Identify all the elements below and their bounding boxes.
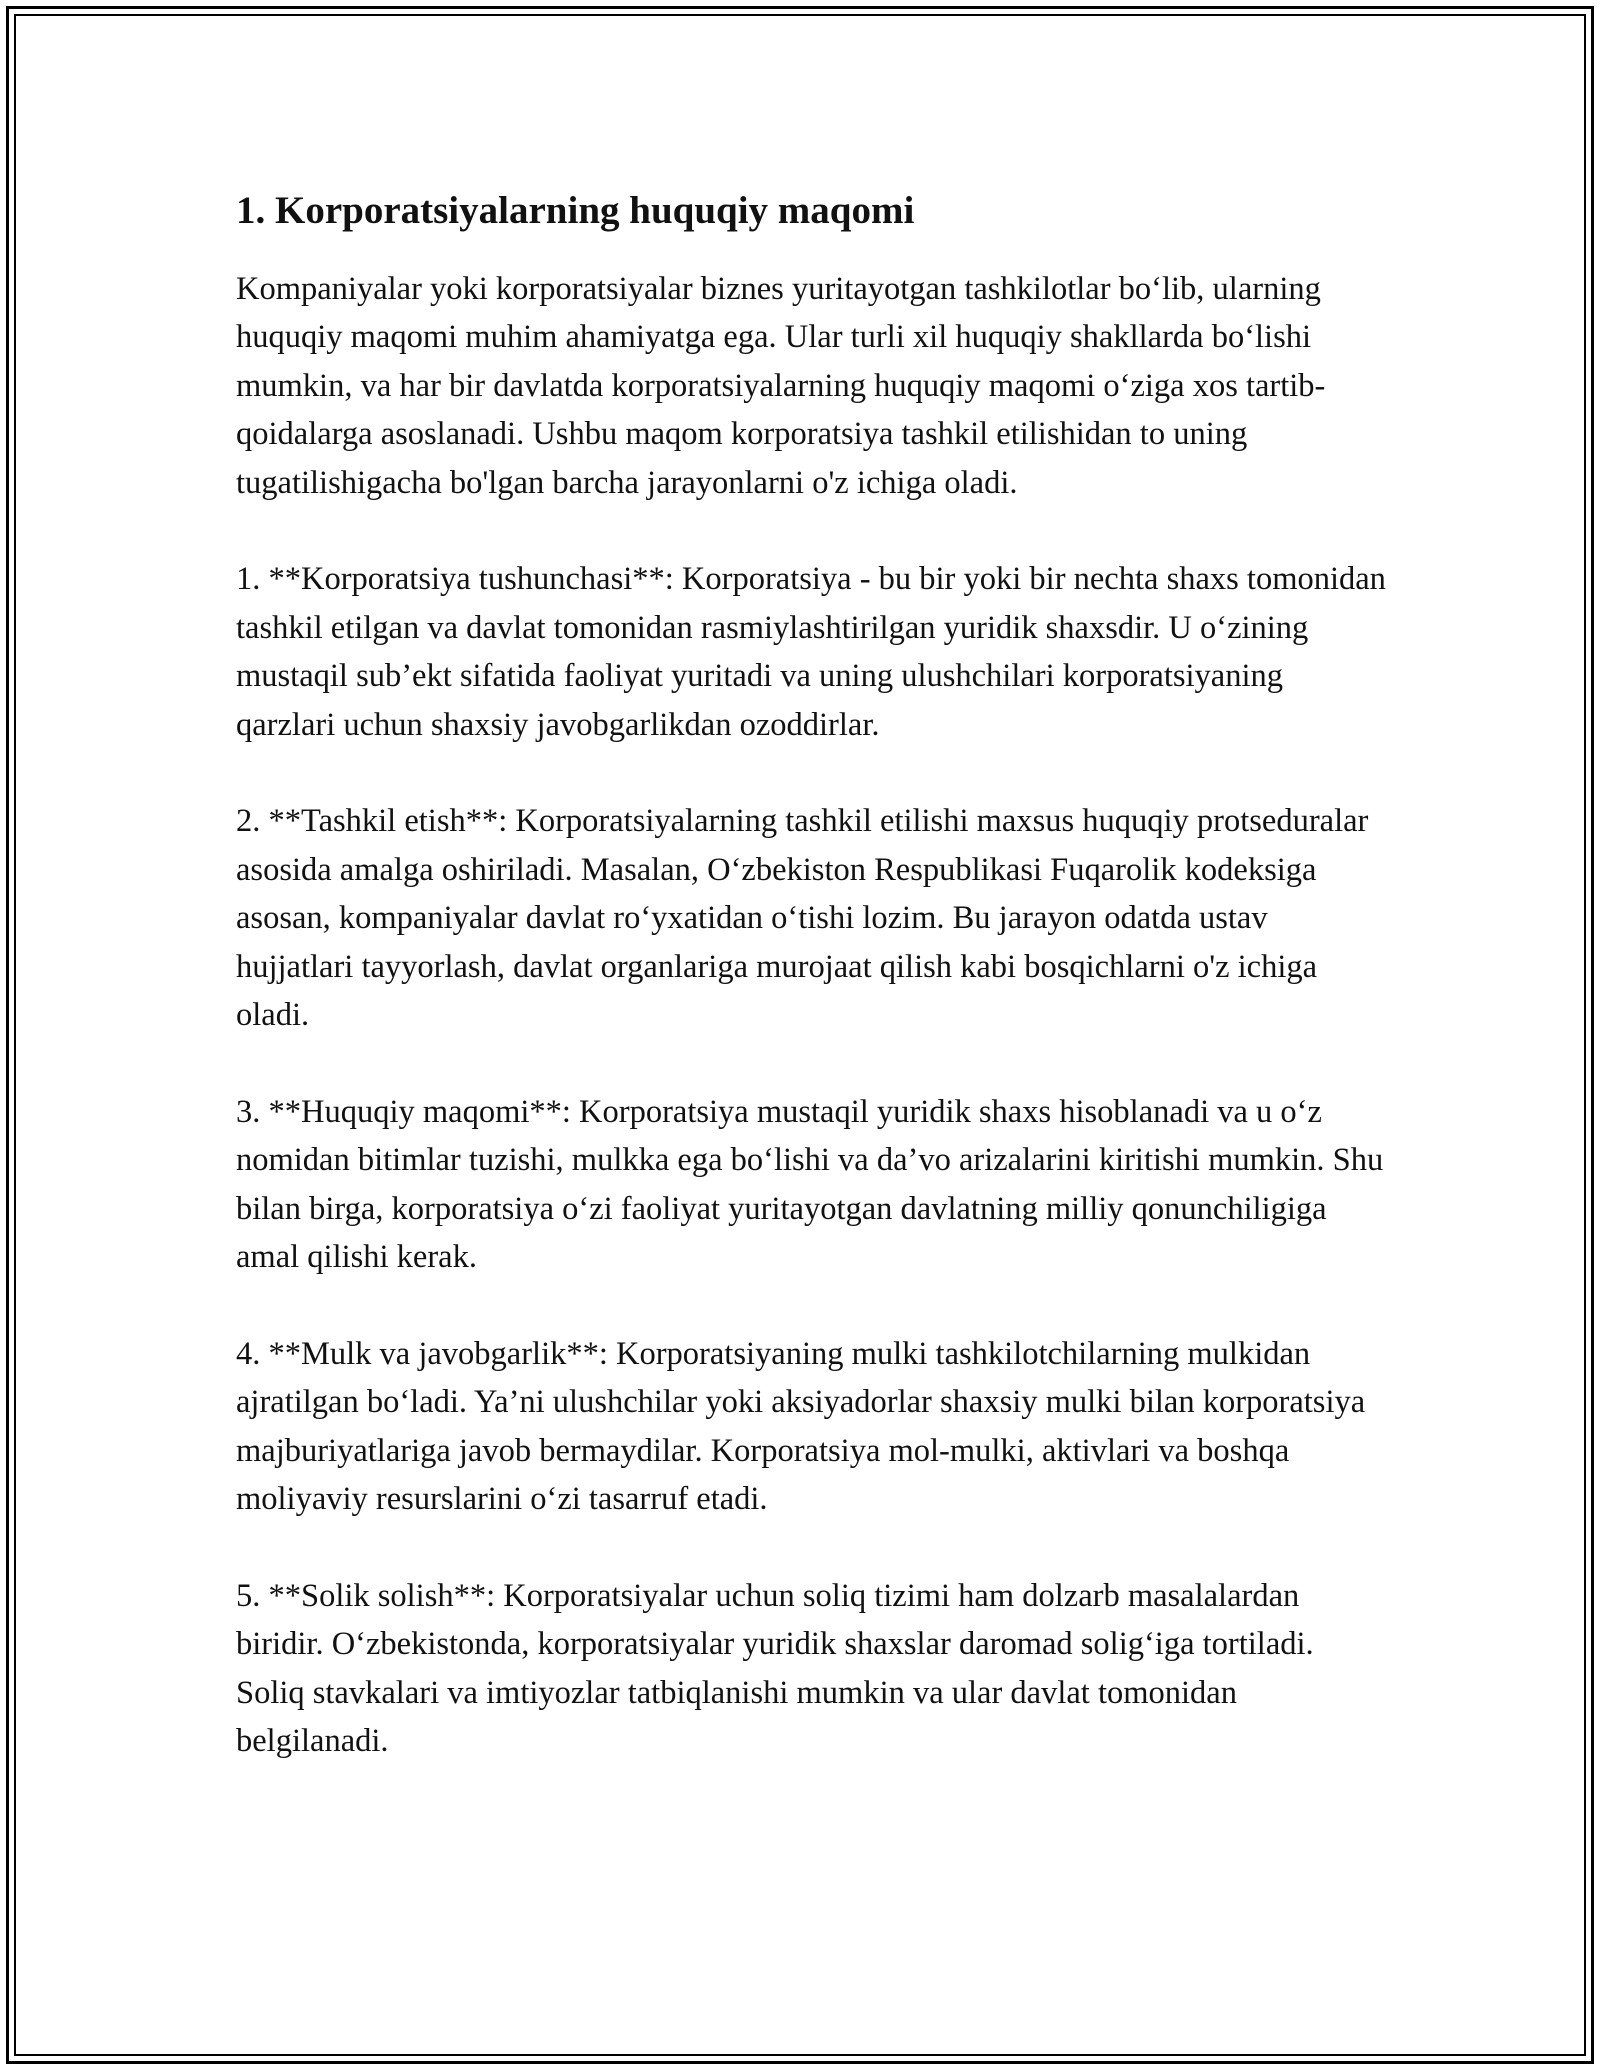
- intro-paragraph: Kompaniyalar yoki korporatsiyalar biznes yuritayotgan tashkilotlar bo‘lib, ularning huquqiy maqomi muhim ahamiyatga ega. Ular turli xil huquqiy shakllarda bo‘lishi mumkin, va har bir davlatda korporatsiyalarning huquqiy maqomi o‘ziga xos tartib-qoidalarga asoslanadi. Ushbu maqom korporatsiya tashkil etilishidan to uning tugatilishigacha bo'lgan barcha jarayonlarni o'z ichiga oladi.: [236, 270, 1326, 501]
- document-body: [236, 186, 1386, 1814]
- paragraph-taxation: 5. **Solik solish**: Korporatsiyalar uchun soliq tizimi ham dolzarb masalalardan biridir. O‘zbekistonda, korporatsiyalar yuridik shaxslar daromad solig‘iga tortiladi. Soliq stavkalari va imtiyozlar tatbiqlanishi mumkin va ular davlat tomonidan belgilanadi.: [236, 1577, 1314, 1760]
- paragraph-property-liability: 4. **Mulk va javobgarlik**: Korporatsiyaning mulki tashkilotchilarning mulkidan ajratilgan bo‘ladi. Ya’ni ulushchilar yoki aksiyadorlar shaxsiy mulki bilan korporatsiya majburiyatlariga javob bermaydilar. Korporatsiya mol-mulki, aktivlari va boshqa moliyaviy resurslarini o‘zi tasarruf etadi.: [236, 1335, 1366, 1518]
- paragraph-legal-status: 3. **Huquqiy maqomi**: Korporatsiya mustaqil yuridik shaxs hisoblanadi va u o‘z nomidan bitimlar tuzishi, mulkka ega bo‘lishi va da’vo arizalarini kiritishi mumkin. Shu bilan birga, korporatsiya o‘zi faoliyat yuritayotgan davlatning milliy qonunchiligiga amal qilishi kerak.: [236, 1093, 1384, 1276]
- paragraph-corporation-concept: 1. **Korporatsiya tushunchasi**: Korporatsiya - bu bir yoki bir nechta shaxs tomonidan tashkil etilgan va davlat tomonidan rasmiylashtirilgan yuridik shaxsdir. U o‘zining mustaqil sub’ekt sifatida faoliyat yuritadi va uning ulushchilari korporatsiyaning qarzlari uchun shaxsiy javobgarlikdan ozoddirlar.: [236, 561, 1386, 743]
- section-heading: 1. Korporatsiyalarning huquqiy maqomi: [236, 189, 915, 232]
- paragraph-establishment: 2. **Tashkil etish**: Korporatsiyalarning tashkil etilishi maxsus huquqiy protseduralar asosida amalga oshiriladi. Masalan, O‘zbekiston Respublikasi Fuqarolik kodeksiga asosan, kompaniyalar davlat ro‘yxatidan o‘tishi lozim. Bu jarayon odatda ustav hujjatlari tayyorlash, davlat organlariga murojaat qilish kabi bosqichlarni o'z ichiga oladi.: [236, 803, 1369, 1034]
